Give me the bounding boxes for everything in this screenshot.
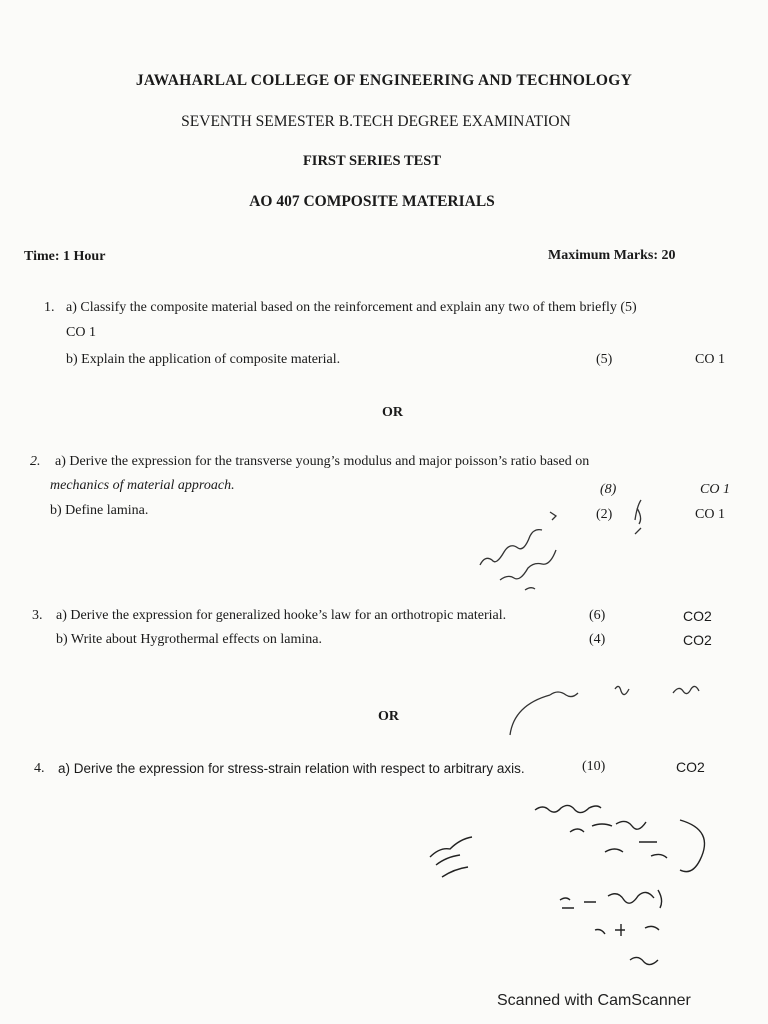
question-2a-co: CO 1 [700, 482, 730, 497]
college-name: JAWAHARLAL COLLEGE OF ENGINEERING AND TECHNOLOGY [135, 72, 633, 89]
exam-title: SEVENTH SEMESTER B.TECH DEGREE EXAMINATION [181, 113, 571, 130]
question-2b-marks: (2) [596, 507, 613, 522]
question-3b-co: CO2 [683, 632, 712, 648]
question-1b-marks: (5) [596, 352, 613, 367]
question-2b-text: b) Define lamina. [50, 503, 149, 518]
question-number-1: 1. [44, 300, 55, 315]
question-3a-marks: (6) [589, 608, 606, 623]
question-3b-marks: (4) [589, 632, 606, 647]
question-1b-co: CO 1 [695, 352, 725, 367]
question-2a-text: a) Derive the expression for the transverse young’s modulus and major poisson’s ratio based on [55, 454, 590, 469]
time-label: Time: 1 Hour [24, 249, 106, 264]
max-marks-label: Maximum Marks: 20 [548, 248, 676, 263]
question-1a-co: CO 1 [66, 325, 96, 340]
question-4a-co: CO2 [676, 759, 705, 775]
question-number-2: 2. [30, 454, 41, 469]
or-separator-1: OR [382, 405, 403, 420]
question-3a-text: a) Derive the expression for generalized hooke’s law for an orthotropic material. [56, 608, 507, 623]
question-3a-co: CO2 [683, 608, 712, 624]
question-number-4: 4. [34, 761, 45, 776]
question-2a-text-cont: mechanics of material approach. [50, 478, 235, 493]
handwritten-scribble-3 [420, 782, 740, 972]
test-title: FIRST SERIES TEST [302, 153, 442, 169]
question-4a-text: a) Derive the expression for stress-strain relation with respect to arbitrary axis. [58, 761, 525, 776]
question-1a-text: a) Classify the composite material based on the reinforcement and explain any two of them briefly (5) [66, 300, 637, 315]
handwritten-scribble-2 [505, 675, 705, 740]
question-number-3: 3. [32, 608, 43, 623]
question-3b-text: b) Write about Hygrothermal effects on lamina. [56, 632, 322, 647]
question-4a-marks: (10) [582, 759, 606, 774]
question-2a-marks: (8) [600, 482, 617, 497]
handwritten-scribble-1 [470, 490, 670, 600]
question-2b-co: CO 1 [695, 507, 725, 522]
scanner-watermark: Scanned with CamScanner [497, 992, 691, 1009]
question-1b-text: b) Explain the application of composite material. [66, 352, 341, 367]
or-separator-2: OR [378, 709, 399, 724]
course-title: AO 407 COMPOSITE MATERIALS [249, 193, 495, 210]
